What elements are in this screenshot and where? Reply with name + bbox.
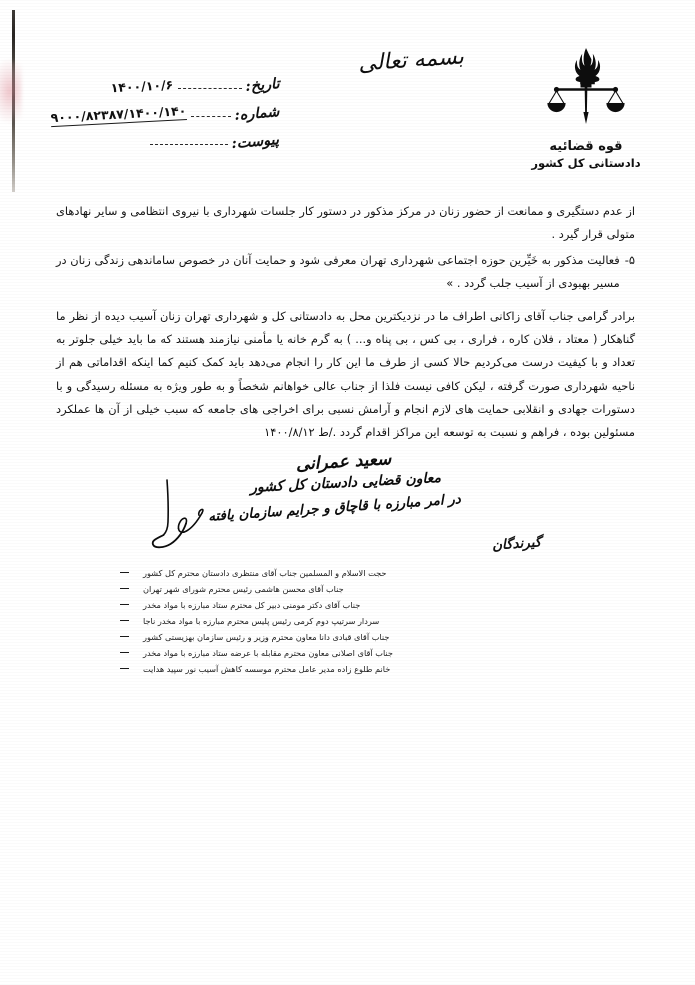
list-item — [120, 646, 545, 662]
letterhead-organization: قوه قضائیه — [549, 139, 623, 154]
bullet-dash-icon — [120, 635, 129, 637]
signature-title: معاون قضایی دادستان کل کشور — [249, 470, 442, 496]
list-marker: ۵- — [624, 252, 635, 267]
attachment-rule — [150, 132, 228, 145]
list-item — [120, 582, 545, 598]
bullet-dash-icon — [120, 651, 129, 653]
number-rule — [191, 104, 231, 117]
iran-judiciary-scales-emblem-icon — [516, 44, 656, 136]
number-value: ۹۰۰۰/۸۲۳۸۷/۱۴۰۰/۱۴۰ — [50, 103, 187, 126]
meta-row-number — [40, 92, 280, 126]
attachment-label: پیوست: — [231, 131, 280, 153]
list-item — [120, 614, 545, 630]
handwritten-signature-icon — [145, 478, 225, 550]
signature-department: در امر مبارزه با قاچاق و جرایم سازمان یافته — [207, 491, 462, 525]
bullet-dash-icon — [120, 603, 129, 605]
body-main-paragraph-block — [56, 305, 635, 445]
body-paragraph: برادر گرامی جناب آقای زاکانی اطراف ما در نزدیکترین محل به دادستانی کل و شهرداری تهران زنان آسیب دیده از نظر ما گناهکار ( معتاد ، فلان کاره ، فراری ، بی کس ، بی پناه و... ) به گرم خانه یا مأمنی نیازمند هستند که ما باید خیلی جلوتر به تعداد و با کیفیت درست می‌کردیم حالا کسی از طرف ما این کار را انجام می‌دهد باید کمک کنیم کما اینکه اقداماتی هم از ناحیه شهرداری صورت گرفته ، لیکن کافی نیست فلذا از جناب عالی خواهانم شخصاً و به طور ویژه به مسئله رسیدگی و با دستورات جهادی و انقلابی حمایت های لازم انجام و آرامش نسبی برای اخراجی های جامعه که سبب خیلی از آن ها عملکرد مسئولین بوده ، فراهم و نسبت به توسعه این مراکز اقدام گردد ./ط ۱۴۰۰/۸/۱۲ — [56, 308, 635, 440]
recipient-name: حجت الاسلام و المسلمین جناب آقای منتظری دادستان محترم کل کشور — [143, 568, 387, 578]
letter-meta-fields — [40, 64, 280, 153]
list-item — [120, 566, 545, 582]
bullet-dash-icon — [120, 571, 129, 573]
body-continued-paragraph: از عدم دستگیری و ممانعت از حضور زنان در مرکز مذکور در دستور کار جلسات شهرداری با نیروی انتظامی و سایر نهادهای متولی قرار گیرد . — [56, 204, 635, 242]
recipient-name: خانم طلوع زاده مدیر عامل محترم موسسه کاهش آسیب نور سپید هدایت — [143, 663, 391, 674]
date-label: تاریخ: — [244, 75, 280, 95]
recipient-name: جناب آقای قبادی دانا معاون محترم وزیر و رئیس سازمان بهزیستی کشور — [143, 631, 390, 642]
recipients-label: گیرندگان — [491, 534, 542, 554]
recipient-name: جناب آقای محسن هاشمی رئیس محترم شورای شهر تهران — [143, 583, 344, 594]
recipients-list — [120, 566, 545, 678]
scan-smudge-artifact — [0, 60, 22, 122]
number-label: شماره: — [233, 103, 280, 124]
list-item — [120, 662, 545, 678]
date-value: ۱۴۰۰/۱۰/۶ — [110, 77, 174, 96]
bullet-dash-icon — [120, 587, 129, 589]
list-item — [120, 630, 545, 646]
list-item-text: فعالیت مذکور به خَیِّرین حوزه اجتماعی شهرداری تهران معرفی شود و حمایت آنان در خصوص ساماندهی زندگی زنان در مسیر بهبودی از آسیب جلب گردد . » — [56, 252, 620, 291]
list-item — [120, 598, 545, 614]
letterhead-department: دادستانی کل کشور — [531, 156, 641, 171]
recipient-name: سردار سرتیپ دوم کرمی رئیس پلیس محترم مبارزه با مواد مخدر ناجا — [143, 615, 380, 626]
date-rule — [178, 76, 242, 89]
recipient-name: جناب آقای دکتر مومنی دبیر کل محترم ستاد مبارزه با مواد مخدر — [143, 599, 361, 610]
signature-name: سعید عمرانی — [295, 449, 392, 475]
letter-body — [56, 200, 635, 447]
basmala-heading: بسمه تعالی — [357, 44, 465, 77]
recipient-name: جناب آقای اصلانی معاون محترم مقابله با عرضه ستاد مبارزه با مواد مخدر — [143, 647, 393, 658]
meta-row-date — [40, 64, 280, 96]
bullet-dash-icon — [120, 667, 129, 669]
bullet-dash-icon — [120, 619, 129, 621]
letterhead — [516, 44, 656, 171]
body-numbered-item — [56, 249, 635, 296]
signature-block — [0, 449, 695, 525]
